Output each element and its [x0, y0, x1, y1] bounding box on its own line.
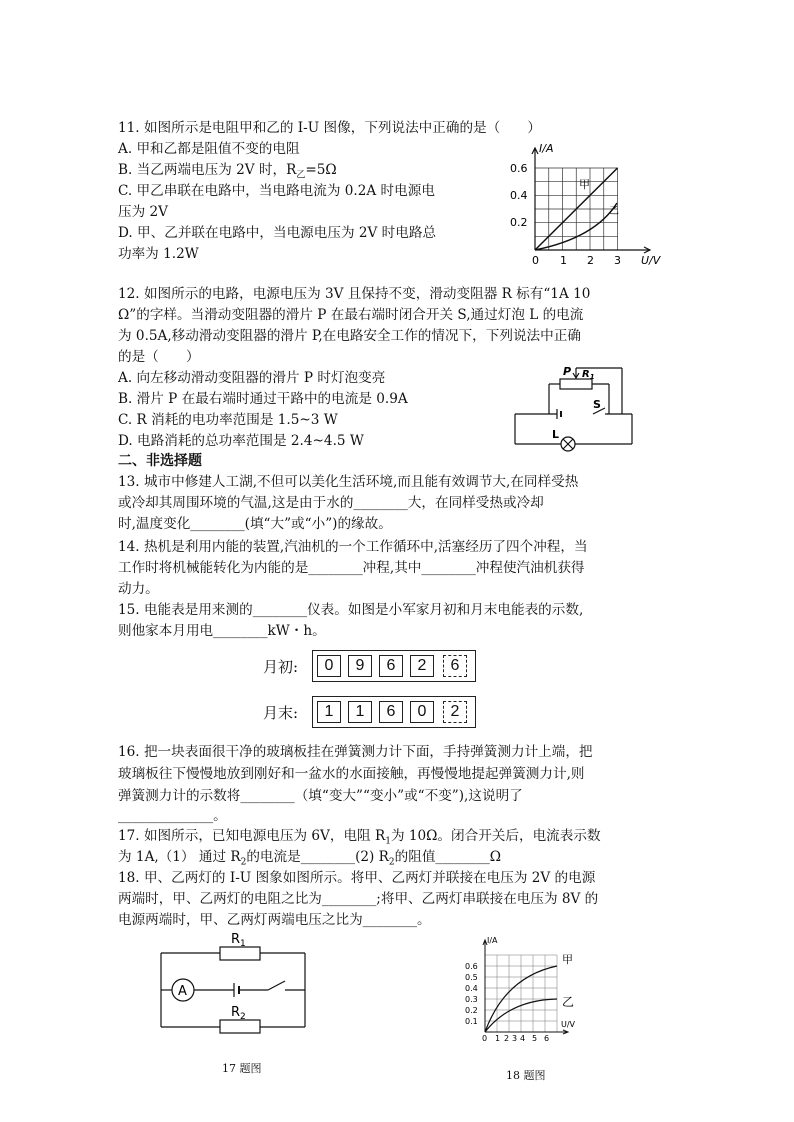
y-axis-label: I/A [487, 936, 498, 945]
x-tick: 4 [520, 1034, 526, 1043]
y-tick: 0.2 [510, 216, 528, 229]
q15-line2: 则他家本月用电________kW・h。 [118, 623, 326, 639]
q18-line3: 电源两端时，甲、乙两灯两端电压之比为________。 [118, 912, 431, 928]
q11-option-d-line2: 功率为 1.2W [118, 246, 199, 262]
q14-line3: 动力。 [118, 581, 159, 597]
q11-stem: 11. 如图所示是电阻甲和乙的 I-U 图像，下列说法中正确的是（ ） [118, 120, 542, 136]
series-label-jia: 甲 [579, 178, 590, 191]
figure-caption-q17: 17 题图 [222, 1062, 262, 1075]
slider-label-p: P [563, 365, 572, 378]
meter-digit: 9 [348, 655, 372, 677]
q17-line2: 为 1A,（1） 通过 $R_2$的电流是________(2) $R_2$的阻值________Ω [118, 849, 502, 868]
q11-option-a: A. 甲和乙都是阻值不变的电阻 [118, 141, 300, 157]
x-tick: 6 [544, 1034, 550, 1043]
meter-end-label: 月末: [263, 704, 299, 722]
meter-digit: 2 [410, 655, 434, 677]
x-tick: 3 [512, 1034, 518, 1043]
x-tick: 0 [532, 254, 539, 267]
x-tick: 0 [482, 1034, 488, 1043]
q13-line3: 时,温度变化________(填“大”或“小”)的缘故。 [118, 516, 392, 532]
q15-line1: 15. 电能表是用来测的________仪表。如图是小军家月初和月末电能表的示数, [118, 602, 584, 618]
ammeter-label: A [178, 984, 187, 999]
series-label-jia: 甲 [562, 953, 573, 966]
q14-line1: 14. 热机是利用内能的装置,汽油机的一个工作循环中,活塞经历了四个冲程，当 [118, 539, 588, 555]
q13-line1: 13. 城市中修建人工湖,不但可以美化生活环境,而且能有效调节大,在同样受热 [118, 474, 579, 490]
meter-decimal-digit: 6 [443, 655, 467, 677]
q11-option-d-line1: D. 甲、乙并联在电路中，当电源电压为 2V 时电路总 [118, 225, 437, 241]
section-heading: 二、非选择题 [118, 453, 202, 469]
circuit-diagram-q17 [150, 925, 330, 1045]
q12-option-d: D. 电路消耗的总功率范围是 2.4~4.5 W [118, 433, 364, 449]
x-tick: 1 [560, 254, 567, 267]
x-tick: 1 [495, 1034, 501, 1043]
q13-line2: 或冷却其周围环境的气温,这是由于水的________大，在同样受热或冷却 [118, 495, 544, 511]
meter-digit: 0 [317, 655, 341, 677]
q12-line4: 的是（ ） [118, 349, 200, 365]
x-tick: 3 [614, 254, 621, 267]
q18-line2: 两端时，甲、乙两灯的电阻之比为________;将甲、乙两灯串联接在电压为 8V 的 [118, 891, 599, 907]
meter-decimal-digit: 2 [443, 701, 467, 723]
q12-line1: 12. 如图所示的电路，电源电压为 3V 且保持不变，滑动变阻器 R 标有“1A 10 [118, 286, 591, 302]
meter-start-label: 月初: [263, 658, 299, 676]
meter-digit: 0 [410, 701, 434, 723]
q14-line2: 工作时将机械能转化为内能的是________冲程,其中________冲程使汽油机获得 [118, 560, 585, 576]
q16-line4: ______________。 [118, 808, 227, 824]
q12-option-a: A. 向左移动滑动变阻器的滑片 P 时灯泡变亮 [118, 370, 386, 386]
y-tick: 0.4 [465, 984, 478, 993]
x-tick: 5 [532, 1034, 538, 1043]
x-axis-label: U/V [561, 1020, 576, 1029]
x-axis-label: U/V [641, 254, 661, 267]
series-label-yi: 乙 [609, 206, 619, 217]
series-label-yi: 乙 [562, 995, 575, 1009]
q12-line3: 为 0.5A,移动滑动变阻器的滑片 P,在电路安全工作的情况下，下列说法中正确 [118, 328, 581, 344]
q11-option-b: B. 当乙两端电压为 2V 时，$R_乙=5\Omega$ [118, 162, 337, 181]
y-tick: 0.6 [510, 162, 528, 175]
y-axis-label: I/A [539, 142, 554, 155]
meter-start-display [312, 650, 476, 682]
circuit-diagram-q12 [505, 358, 640, 453]
q16-line3: 弹簧测力计的示数将________（填“变大”“变小”或“不变”),这说明了 [118, 788, 523, 804]
switch-label-s: S [593, 398, 601, 411]
iu-graph-q11 [500, 138, 680, 268]
y-tick: 0.3 [465, 995, 478, 1004]
q12-option-c: C. R 消耗的电功率范围是 1.5~3 W [118, 412, 338, 428]
resistor-label-r2: $R_2$ [231, 1005, 246, 1022]
meter-digit: 1 [317, 701, 341, 723]
iu-graph-q18 [460, 932, 580, 1044]
resistor-label-r: $R_1$ [582, 369, 595, 381]
x-tick: 2 [504, 1034, 510, 1043]
y-tick: 0.1 [465, 1017, 478, 1026]
meter-digit: 1 [348, 701, 372, 723]
meter-digit: 6 [379, 701, 403, 723]
q16-line1: 16. 把一块表面很干净的玻璃板挂在弹簧测力计下面，手持弹簧测力计上端，把 [118, 744, 593, 760]
q12-option-b: B. 滑片 P 在最右端时通过干路中的电流是 0.9A [118, 391, 408, 407]
q11-option-c-line1: C. 甲乙串联在电路中，当电路电流为 0.2A 时电源电 [118, 183, 435, 199]
q16-line2: 玻璃板往下慢慢地放到刚好和一盆水的水面接触，再慢慢地提起弹簧测力计,则 [118, 766, 585, 782]
resistor-label-r1: $R_1$ [231, 932, 246, 949]
meter-digit: 6 [379, 655, 403, 677]
q17-line1: 17. 如图所示，已知电源电压为 6V，电阻 $R_1$为 10Ω。闭合开关后，电流表示数 [118, 828, 601, 847]
y-tick: 0.6 [465, 962, 478, 971]
figure-caption-q18: 18 题图 [506, 1069, 546, 1082]
q11-option-c-line2: 压为 2V [118, 204, 168, 220]
q18-line1: 18. 甲、乙两灯的 I-U 图象如图所示。将甲、乙两灯并联接在电压为 2V 的电源 [118, 870, 596, 886]
meter-end-display [312, 696, 476, 728]
q12-line2: Ω”的字样。当滑动变阻器的滑片 P 在最右端时闭合开关 S,通过灯泡 L 的电流 [118, 307, 584, 323]
y-tick: 0.2 [465, 1006, 478, 1015]
y-tick: 0.5 [465, 973, 478, 982]
lamp-label-l: L [552, 428, 560, 441]
y-tick: 0.4 [510, 189, 528, 202]
x-tick: 2 [587, 254, 594, 267]
